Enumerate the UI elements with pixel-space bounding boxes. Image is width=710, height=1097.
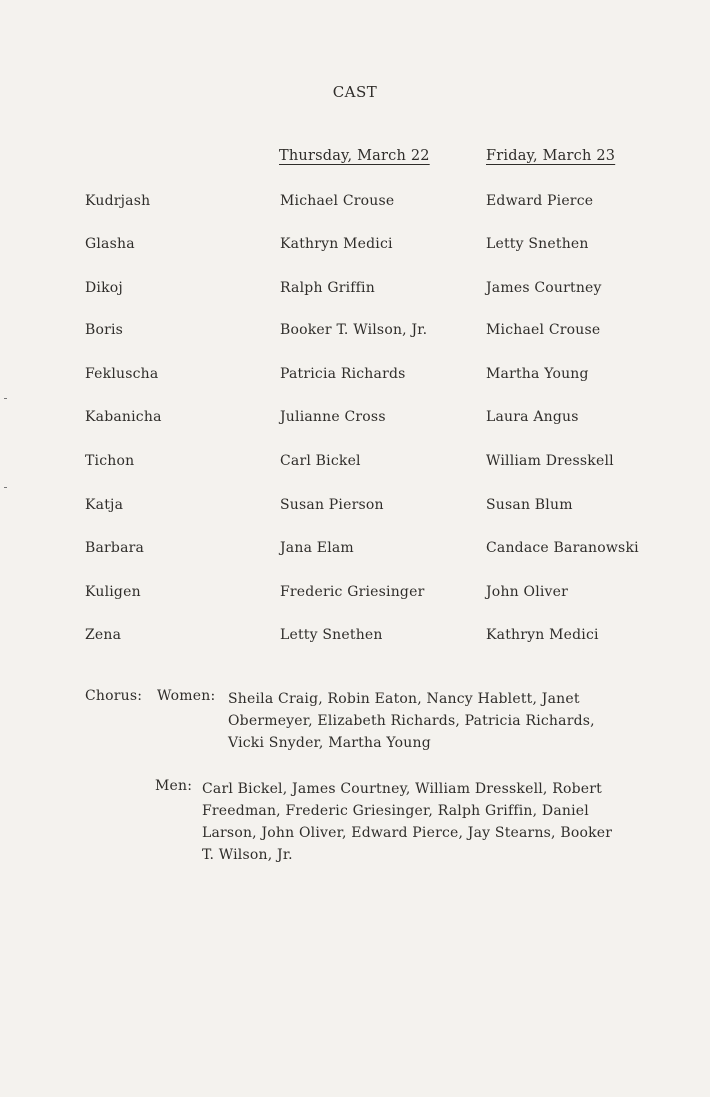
thursday-performer: Carl Bickel bbox=[280, 453, 361, 469]
friday-performer: Martha Young bbox=[486, 366, 589, 382]
chorus-label: Chorus: bbox=[85, 688, 143, 704]
cast-row bbox=[0, 193, 710, 215]
friday-performer: Letty Snethen bbox=[486, 236, 589, 252]
cast-row bbox=[0, 540, 710, 562]
cast-row bbox=[0, 322, 710, 344]
role-name: Katja bbox=[85, 497, 124, 513]
thursday-performer: Letty Snethen bbox=[280, 627, 383, 643]
cast-row bbox=[0, 366, 710, 388]
friday-performer: James Courtney bbox=[486, 280, 602, 296]
cast-row bbox=[0, 236, 710, 258]
cast-row bbox=[0, 497, 710, 519]
role-name: Fekluscha bbox=[85, 366, 159, 382]
friday-performer: Kathryn Medici bbox=[486, 627, 599, 643]
thursday-performer: Booker T. Wilson, Jr. bbox=[280, 322, 428, 338]
role-name: Zena bbox=[85, 627, 122, 643]
cast-row bbox=[0, 584, 710, 606]
page-title: CAST bbox=[332, 83, 378, 101]
men-chorus-list: Carl Bickel, James Courtney, William Dresskell, Robert Freedman, Frederic Griesinger, Ralph Griffin, Daniel Larson, John Oliver, Edward Pierce, Jay Stearns, Booker T. Wilson, Jr. bbox=[202, 781, 613, 863]
cast-row bbox=[0, 409, 710, 431]
thursday-column-header: Thursday, March 22 bbox=[279, 148, 430, 164]
friday-performer: William Dresskell bbox=[486, 453, 614, 469]
cast-row bbox=[0, 627, 710, 649]
thursday-performer: Frederic Griesinger bbox=[280, 584, 425, 600]
thursday-performer: Julianne Cross bbox=[280, 409, 386, 425]
friday-performer: Candace Baranowski bbox=[486, 540, 639, 556]
women-chorus-list: Sheila Craig, Robin Eaton, Nancy Hablett, Janet Obermeyer, Elizabeth Richards, Patricia Richards, Vicki Snyder, Martha Young bbox=[228, 691, 595, 751]
role-name: Dikoj bbox=[85, 280, 123, 296]
friday-performer: Susan Blum bbox=[486, 497, 573, 513]
friday-performer: John Oliver bbox=[486, 584, 569, 600]
margin-mark bbox=[4, 398, 7, 399]
cast-row bbox=[0, 453, 710, 475]
friday-column-header: Friday, March 23 bbox=[486, 148, 616, 164]
thursday-performer: Patricia Richards bbox=[280, 366, 406, 382]
men-label: Men: bbox=[155, 778, 193, 794]
friday-performer: Edward Pierce bbox=[486, 193, 594, 209]
role-name: Kuligen bbox=[85, 584, 141, 600]
margin-mark bbox=[4, 487, 7, 488]
role-name: Tichon bbox=[85, 453, 135, 469]
thursday-performer: Kathryn Medici bbox=[280, 236, 393, 252]
cast-row bbox=[0, 280, 710, 302]
role-name: Kudrjash bbox=[85, 193, 151, 209]
thursday-performer: Jana Elam bbox=[280, 540, 354, 556]
thursday-performer: Susan Pierson bbox=[280, 497, 384, 513]
thursday-performer: Michael Crouse bbox=[280, 193, 395, 209]
role-name: Kabanicha bbox=[85, 409, 162, 425]
friday-performer: Michael Crouse bbox=[486, 322, 601, 338]
thursday-performer: Ralph Griffin bbox=[280, 280, 375, 296]
role-name: Barbara bbox=[85, 540, 145, 556]
role-name: Glasha bbox=[85, 236, 135, 252]
women-label: Women: bbox=[157, 688, 216, 704]
role-name: Boris bbox=[85, 322, 124, 338]
friday-performer: Laura Angus bbox=[486, 409, 579, 425]
